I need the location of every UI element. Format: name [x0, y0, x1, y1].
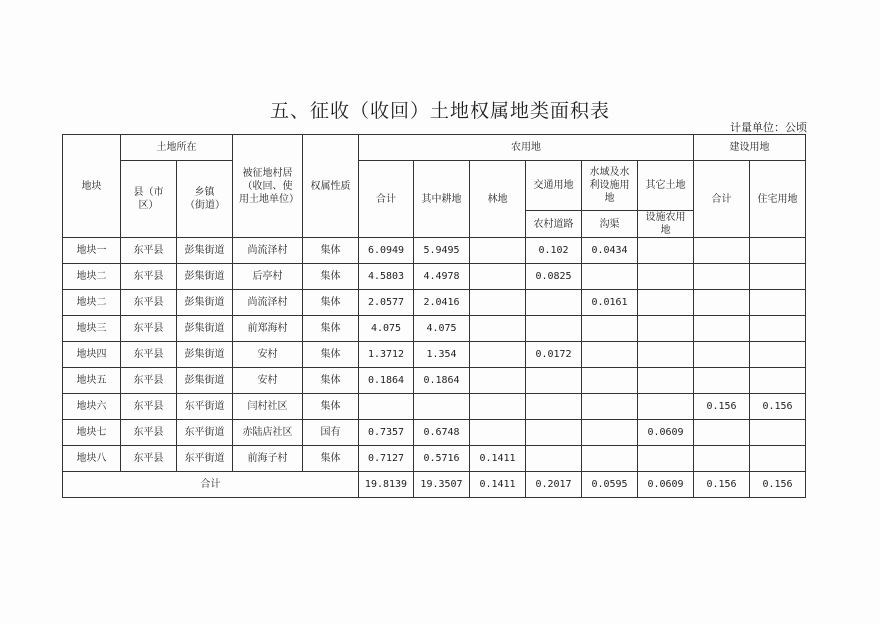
cell-plot: 地块五: [63, 368, 121, 394]
header-cultivated: 其中耕地: [414, 161, 470, 238]
cell-county: 东平县: [121, 420, 177, 446]
cell-facility: [638, 238, 694, 264]
table-body: [63, 238, 806, 472]
cell-rural-road: [526, 368, 582, 394]
cell-ditch: 0.0161: [582, 290, 638, 316]
cell-county: 东平县: [121, 264, 177, 290]
cell-cultivated: 0.1864: [414, 368, 470, 394]
cell-ditch: [582, 446, 638, 472]
unit-label: 计量单位：公顷: [730, 121, 807, 134]
cell-village: 闫村社区: [233, 394, 303, 420]
cell-residential: [750, 264, 806, 290]
cell-ditch: [582, 420, 638, 446]
cell-forest: [470, 316, 526, 342]
cell-facility: [638, 316, 694, 342]
cell-cons-total: [694, 290, 750, 316]
cell-plot: 地块八: [63, 446, 121, 472]
cell-facility: [638, 290, 694, 316]
total-cultivated: 19.3507: [414, 472, 470, 498]
cell-facility: [638, 394, 694, 420]
header-agri-total: 合计: [359, 161, 414, 238]
cell-county: 东平县: [121, 238, 177, 264]
cell-ownership: 集体: [303, 446, 359, 472]
header-cons-total: 合计: [694, 161, 750, 238]
cell-county: 东平县: [121, 368, 177, 394]
header-ownership: 权属性质: [303, 135, 359, 238]
cell-township: 东平街道: [177, 394, 233, 420]
cell-township: 彭集街道: [177, 316, 233, 342]
cell-plot: 地块六: [63, 394, 121, 420]
cell-township: 彭集街道: [177, 342, 233, 368]
total-cons-total: 0.156: [694, 472, 750, 498]
cell-residential: 0.156: [750, 394, 806, 420]
total-forest: 0.1411: [470, 472, 526, 498]
cell-facility: [638, 368, 694, 394]
cell-township: 彭集街道: [177, 238, 233, 264]
cell-county: 东平县: [121, 316, 177, 342]
table-row: [63, 238, 806, 264]
cell-cons-total: [694, 446, 750, 472]
cell-ownership: 集体: [303, 316, 359, 342]
cell-residential: [750, 290, 806, 316]
table-row: [63, 264, 806, 290]
cell-ownership: 国有: [303, 420, 359, 446]
cell-agri-total: 0.1864: [359, 368, 414, 394]
cell-plot: 地块二: [63, 290, 121, 316]
cell-facility: [638, 446, 694, 472]
cell-cons-total: [694, 238, 750, 264]
header-county: 县（市区）: [121, 161, 177, 238]
cell-village: 尚流泽村: [233, 238, 303, 264]
header-agri: 农用地: [359, 135, 694, 161]
cell-rural-road: [526, 420, 582, 446]
cell-facility: 0.0609: [638, 420, 694, 446]
header-rural-road: 农村道路: [526, 211, 582, 238]
cell-agri-total: 4.5803: [359, 264, 414, 290]
cell-ownership: 集体: [303, 342, 359, 368]
cell-agri-total: 1.3712: [359, 342, 414, 368]
cell-township: 东平街道: [177, 420, 233, 446]
total-residential: 0.156: [750, 472, 806, 498]
cell-ditch: 0.0434: [582, 238, 638, 264]
cell-plot: 地块三: [63, 316, 121, 342]
cell-cultivated: 1.354: [414, 342, 470, 368]
cell-ownership: 集体: [303, 264, 359, 290]
cell-agri-total: 0.7127: [359, 446, 414, 472]
header-construction: 建设用地: [694, 135, 806, 161]
table-header: [63, 135, 806, 238]
cell-agri-total: [359, 394, 414, 420]
cell-village: 前郑海村: [233, 316, 303, 342]
cell-agri-total: 2.0577: [359, 290, 414, 316]
cell-county: 东平县: [121, 446, 177, 472]
cell-village: 后亭村: [233, 264, 303, 290]
header-other-land: 其它土地: [638, 161, 694, 211]
cell-county: 东平县: [121, 342, 177, 368]
cell-forest: [470, 238, 526, 264]
cell-village: 安村: [233, 368, 303, 394]
table-row: [63, 394, 806, 420]
total-agri-total: 19.8139: [359, 472, 414, 498]
cell-township: 东平街道: [177, 446, 233, 472]
cell-rural-road: 0.102: [526, 238, 582, 264]
cell-agri-total: 0.7357: [359, 420, 414, 446]
header-township: 乡镇（街道）: [177, 161, 233, 238]
cell-agri-total: 4.075: [359, 316, 414, 342]
header-forest: 林地: [470, 161, 526, 238]
cell-cons-total: 0.156: [694, 394, 750, 420]
cell-rural-road: [526, 290, 582, 316]
cell-residential: [750, 238, 806, 264]
cell-plot: 地块一: [63, 238, 121, 264]
cell-ownership: 集体: [303, 368, 359, 394]
cell-ditch: [582, 394, 638, 420]
header-facility-agri: 设施农用地: [638, 211, 694, 238]
cell-plot: 地块四: [63, 342, 121, 368]
header-village: 被征地村居（收回、使用土地单位）: [233, 135, 303, 238]
table-row: [63, 316, 806, 342]
cell-township: 彭集街道: [177, 264, 233, 290]
cell-cultivated: 5.9495: [414, 238, 470, 264]
table-row: [63, 446, 806, 472]
table-row: [63, 342, 806, 368]
cell-agri-total: 6.0949: [359, 238, 414, 264]
cell-ownership: 集体: [303, 238, 359, 264]
cell-plot: 地块七: [63, 420, 121, 446]
cell-forest: [470, 290, 526, 316]
cell-cultivated: 0.6748: [414, 420, 470, 446]
cell-village: 尚流泽村: [233, 290, 303, 316]
cell-residential: [750, 446, 806, 472]
table-row: [63, 368, 806, 394]
table-row: [63, 420, 806, 446]
cell-forest: [470, 342, 526, 368]
cell-forest: [470, 368, 526, 394]
header-plot: 地块: [63, 135, 121, 238]
cell-cultivated: [414, 394, 470, 420]
cell-plot: 地块二: [63, 264, 121, 290]
cell-ditch: [582, 342, 638, 368]
land-area-table: [62, 134, 806, 498]
header-residential: 住宅用地: [750, 161, 806, 238]
cell-forest: [470, 264, 526, 290]
cell-village: 赤陆店社区: [233, 420, 303, 446]
header-transport: 交通用地: [526, 161, 582, 211]
cell-cultivated: 4.075: [414, 316, 470, 342]
cell-ownership: 集体: [303, 290, 359, 316]
cell-cons-total: [694, 342, 750, 368]
cell-rural-road: [526, 394, 582, 420]
cell-rural-road: [526, 316, 582, 342]
cell-township: 彭集街道: [177, 368, 233, 394]
total-label: 合计: [63, 472, 359, 498]
cell-county: 东平县: [121, 290, 177, 316]
cell-village: 安村: [233, 342, 303, 368]
total-row: [63, 472, 806, 498]
cell-ditch: [582, 316, 638, 342]
cell-residential: [750, 316, 806, 342]
cell-residential: [750, 368, 806, 394]
cell-residential: [750, 342, 806, 368]
cell-rural-road: 0.0172: [526, 342, 582, 368]
header-location: 土地所在: [121, 135, 233, 161]
table-footer: [63, 472, 806, 498]
header-ditch: 沟渠: [582, 211, 638, 238]
cell-cultivated: 0.5716: [414, 446, 470, 472]
cell-rural-road: [526, 446, 582, 472]
cell-forest: [470, 420, 526, 446]
cell-township: 彭集街道: [177, 290, 233, 316]
total-ditch: 0.0595: [582, 472, 638, 498]
cell-residential: [750, 420, 806, 446]
cell-forest: 0.1411: [470, 446, 526, 472]
total-facility: 0.0609: [638, 472, 694, 498]
cell-ditch: [582, 368, 638, 394]
cell-facility: [638, 342, 694, 368]
cell-cultivated: 4.4978: [414, 264, 470, 290]
cell-ditch: [582, 264, 638, 290]
cell-forest: [470, 394, 526, 420]
cell-cultivated: 2.0416: [414, 290, 470, 316]
header-water: 水域及水利设施用地: [582, 161, 638, 211]
cell-cons-total: [694, 264, 750, 290]
cell-county: 东平县: [121, 394, 177, 420]
page-title: 五、征收（收回）土地权属地类面积表: [269, 100, 610, 122]
cell-facility: [638, 264, 694, 290]
cell-cons-total: [694, 368, 750, 394]
cell-rural-road: 0.0825: [526, 264, 582, 290]
table-row: [63, 290, 806, 316]
cell-ownership: 集体: [303, 394, 359, 420]
cell-cons-total: [694, 420, 750, 446]
cell-cons-total: [694, 316, 750, 342]
cell-village: 前海子村: [233, 446, 303, 472]
total-rural-road: 0.2017: [526, 472, 582, 498]
